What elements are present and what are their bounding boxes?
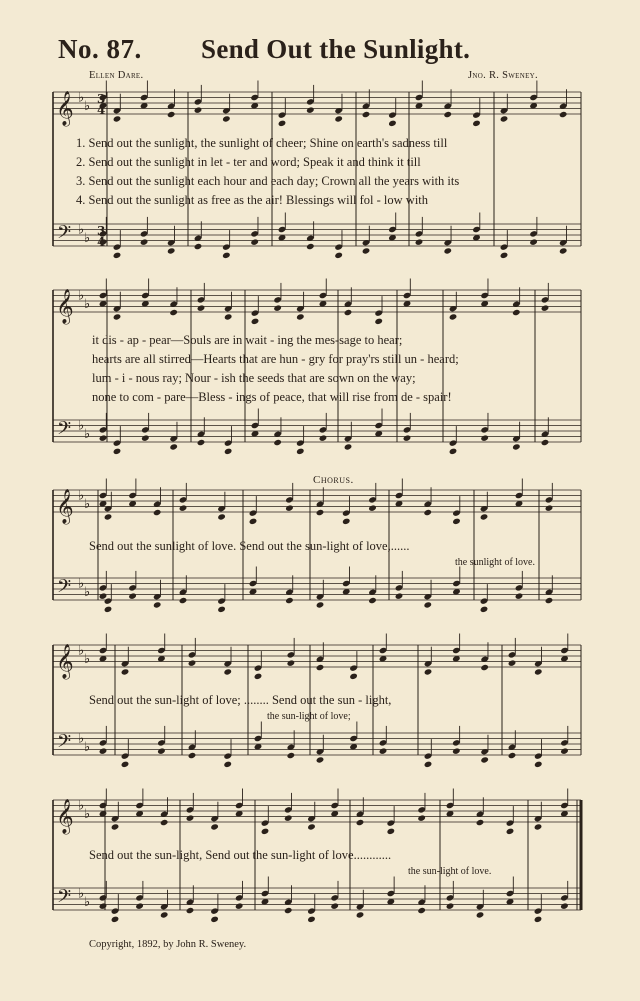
- svg-text:4: 4: [97, 103, 106, 117]
- svg-text:♭: ♭: [84, 426, 91, 442]
- verse-1-line-a: 1. Send out the sunlight, the sunlight of cheer; Shine on earth's sadness till: [76, 136, 448, 150]
- svg-text:♭: ♭: [78, 488, 85, 504]
- svg-text:♭: ♭: [78, 643, 85, 659]
- verse-3-line-b: lum - i - nous ray; Nour - ish the seeds that are sown on the way;: [92, 371, 416, 385]
- svg-text:♭: ♭: [78, 798, 85, 814]
- svg-text:𝄢: 𝄢: [57, 418, 72, 444]
- svg-text:♭: ♭: [78, 418, 85, 434]
- svg-text:♭: ♭: [84, 584, 91, 600]
- svg-text:3: 3: [97, 224, 106, 238]
- hymn-number: No. 87.: [58, 34, 142, 64]
- verse-2-line-b: hearts are all stirred—Hearts that are hun - gry for pray'rs still un - heard;: [92, 352, 459, 366]
- svg-text:♭: ♭: [84, 894, 91, 910]
- hymn-title: Send Out the Sunlight.: [201, 34, 471, 64]
- svg-text:𝄢: 𝄢: [57, 222, 72, 248]
- svg-text:♭: ♭: [84, 496, 91, 512]
- svg-text:♭: ♭: [84, 739, 91, 755]
- copyright-notice: Copyright, 1892, by John R. Sweney.: [89, 939, 247, 950]
- verse-2-line-a: 2. Send out the sunlight in let - ter and word; Speak it and think it till: [76, 155, 421, 169]
- chorus-echo-2: the sun-light of love;: [267, 711, 351, 722]
- svg-text:𝄞: 𝄞: [56, 289, 74, 324]
- svg-text:♭: ♭: [78, 222, 85, 238]
- svg-text:𝄞: 𝄞: [56, 91, 74, 126]
- chorus-line-1: Send out the sunlight of love. Send out the sun-light of love,......: [89, 539, 410, 553]
- svg-text:𝄞: 𝄞: [56, 644, 74, 679]
- svg-text:𝄢: 𝄢: [57, 886, 72, 912]
- verse-4-line-b: none to com - pare—Bless - ings of peace, that will rise from de - spair!: [92, 390, 452, 404]
- chorus-echo-1: the sunlight of love.: [455, 557, 535, 568]
- svg-text:♭: ♭: [84, 651, 91, 667]
- verse-3-line-a: 3. Send out the sunlight each hour and each day; Crown all the years with its: [76, 174, 460, 188]
- chorus-label: Chorus.: [313, 474, 354, 486]
- verse-1-line-b: it dis - ap - pear—Souls are in wait - ing the mes-sage to hear;: [92, 333, 403, 347]
- svg-text:♭: ♭: [78, 288, 85, 304]
- svg-text:♭: ♭: [84, 296, 91, 312]
- svg-text:𝄞: 𝄞: [56, 799, 74, 834]
- svg-text:♭: ♭: [84, 230, 91, 246]
- lyricist-credit: Ellen Dare.: [89, 70, 144, 81]
- svg-text:4: 4: [97, 235, 106, 249]
- svg-text:♭: ♭: [78, 90, 85, 106]
- svg-text:♭: ♭: [78, 886, 85, 902]
- svg-text:𝄞: 𝄞: [56, 489, 74, 524]
- svg-text:♭: ♭: [84, 806, 91, 822]
- svg-text:𝄢: 𝄢: [57, 576, 72, 602]
- chorus-echo-3: the sun-light of love.: [408, 866, 492, 877]
- svg-text:𝄢: 𝄢: [57, 731, 72, 757]
- svg-text:♭: ♭: [84, 98, 91, 114]
- chorus-line-2: Send out the sun-light of love; ........ Send out the sun - light,: [89, 693, 392, 707]
- chorus-line-3: Send out the sun-light, Send out the sun-light of love............: [89, 848, 392, 862]
- svg-text:3: 3: [97, 92, 106, 106]
- verse-4-line-a: 4. Send out the sunlight as free as the air! Blessings will fol - low with: [76, 193, 429, 207]
- composer-credit: Jno. R. Sweney.: [468, 70, 538, 81]
- svg-text:♭: ♭: [78, 576, 85, 592]
- svg-text:♭: ♭: [78, 731, 85, 747]
